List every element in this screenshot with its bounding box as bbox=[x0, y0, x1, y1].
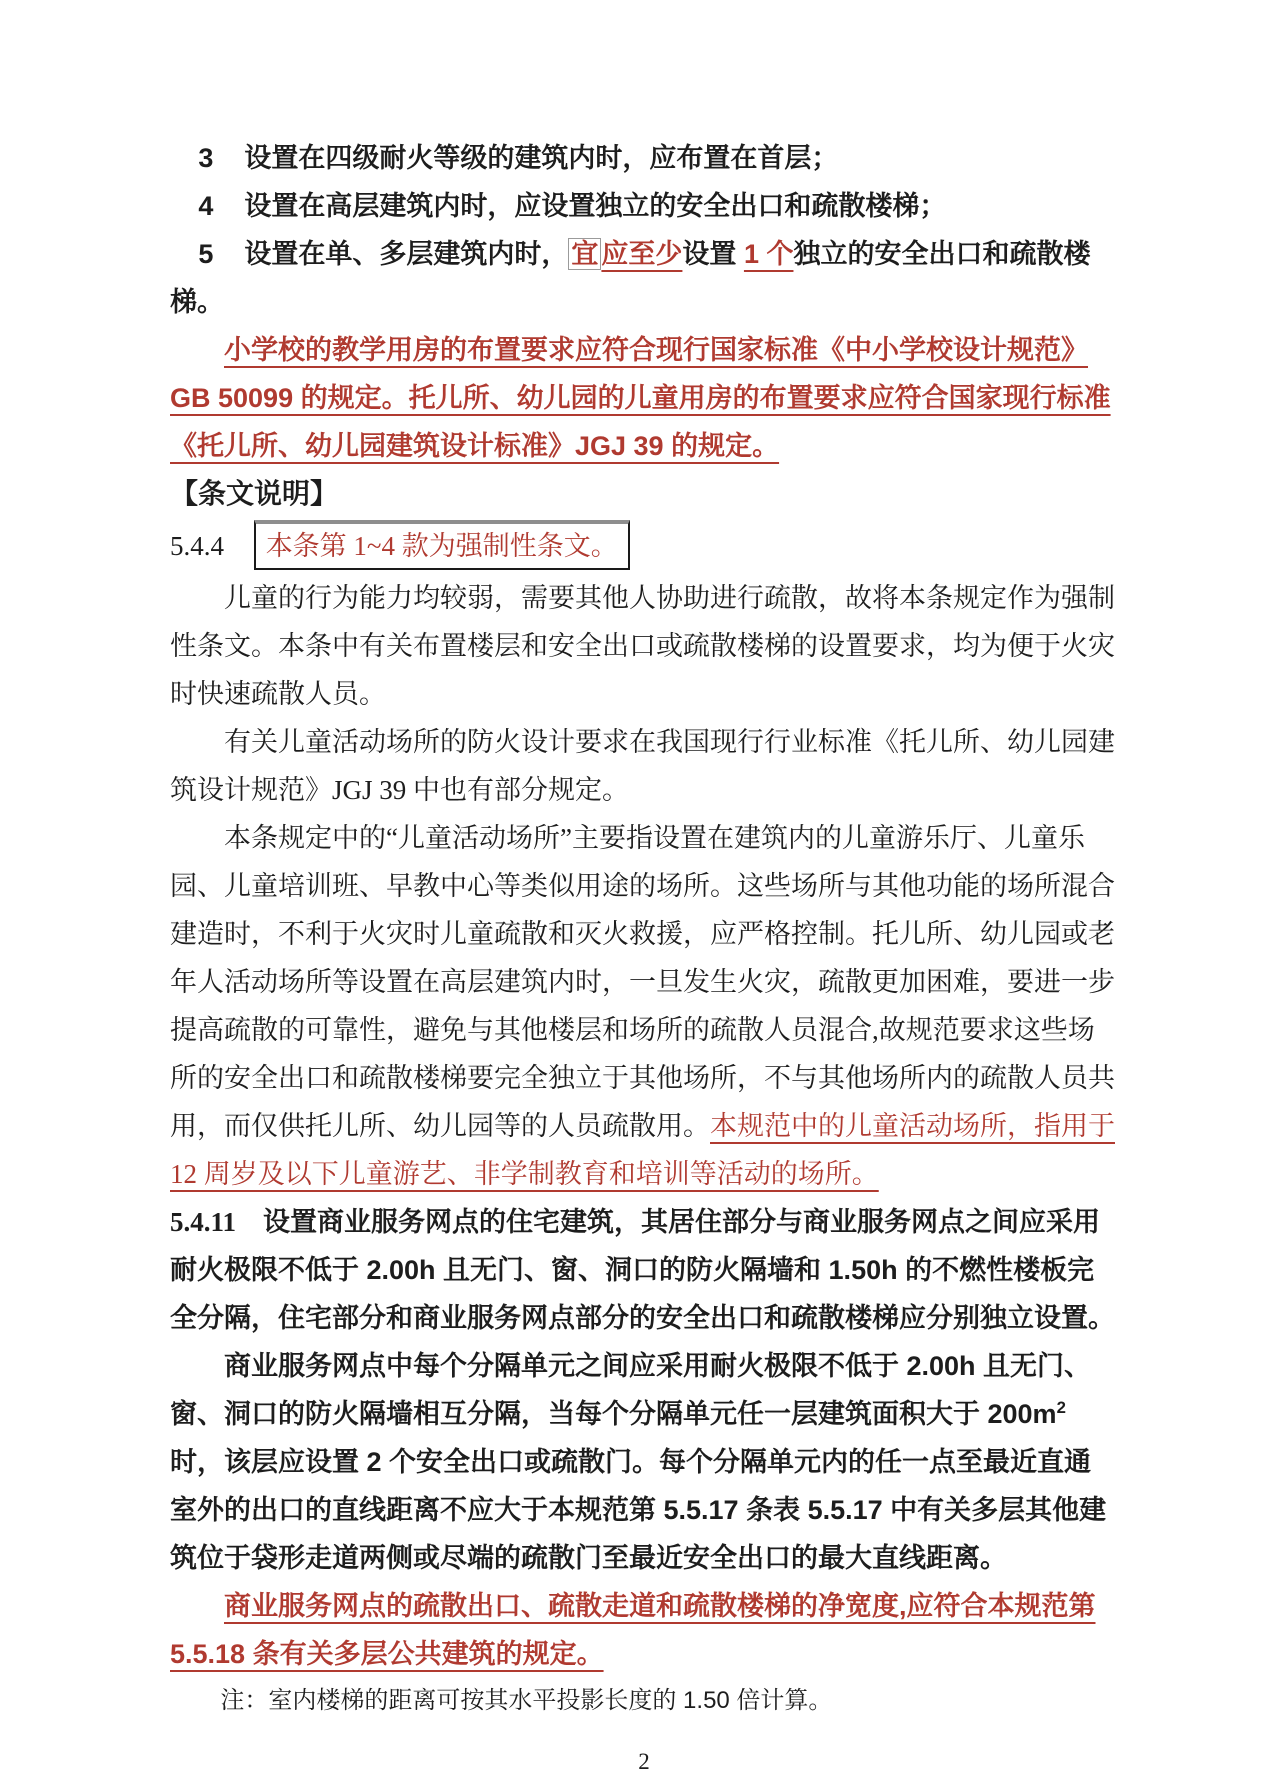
list-item-5 bbox=[170, 230, 1118, 326]
clause-number: 5.4.4 bbox=[170, 531, 224, 561]
note-line: 注：室内楼梯的距离可按其水平投影长度的 1.50 倍计算。 bbox=[220, 1687, 833, 1714]
item-number: 4 bbox=[198, 191, 214, 221]
section-heading-explanation: 【条文说明】 bbox=[170, 478, 339, 509]
clause-5-4-11-paragraph bbox=[170, 1342, 1118, 1582]
mandatory-provision-box: 本条第 1~4 款为强制性条文。 bbox=[254, 520, 630, 570]
explanation-paragraph bbox=[170, 814, 1118, 1198]
clause-text: 商业服务网点中每个分隔单元之间应采用耐火极限不低于 2.00h 且无门、窗、洞口的防火隔墙相互分隔，当每个分隔单元任一层建筑面积大于 200m bbox=[170, 1351, 1092, 1429]
clause-5-4-11 bbox=[170, 1198, 1118, 1342]
inserted-text: 1 个 bbox=[743, 239, 794, 269]
item-text: 设置在四级耐火等级的建筑内时，应布置在首层； bbox=[244, 143, 839, 173]
clause-text: 设置商业服务网点的住宅建筑，其居住部分与商业服务网点之间应采用耐火极限不低于 2.00h 且无门、窗、洞口的防火隔墙和 1.50h 的不燃性楼板完全分隔，住宅部分和商业服务网点部分的安全出口和疏散楼梯应分别独立设置。 bbox=[170, 1207, 1115, 1333]
item-text: 设置 bbox=[682, 239, 744, 269]
amendment-paragraph: 小学校的教学用房的布置要求应符合现行国家标准《中小学校设计规范》GB 50099 的规定。托儿所、幼儿园的儿童用房的布置要求应符合国家现行标准《托儿所、幼儿园建筑设计标准》JGJ 39 的规定。 bbox=[170, 335, 1111, 461]
explanation-text: 本条规定中的“儿童活动场所”主要指设置在建筑内的儿童游乐厅、儿童乐园、儿童培训班、早教中心等类似用途的场所。这些场所与其他功能的场所混合建造时，不利于火灾时儿童疏散和灭火救援，应严格控制。托儿所、幼儿园或老年人活动场所等设置在高层建筑内时，一旦发生火灾，疏散更加困难，要进一步提高疏散的可靠性，避免与其他楼层和场所的疏散人员混合,故规范要求这些场所的安全出口和疏散楼梯要完全独立于其他场所，不与其他场所内的疏散人员共用，而仅供托儿所、幼儿园等的人员疏散用。 bbox=[170, 823, 1115, 1141]
item-number: 3 bbox=[198, 143, 214, 173]
explanation-paragraph: 有关儿童活动场所的防火设计要求在我国现行行业标准《托儿所、幼儿园建筑设计规范》JGJ 39 中也有部分规定。 bbox=[170, 727, 1115, 805]
explanation-paragraph: 儿童的行为能力均较弱，需要其他人协助进行疏散，故将本条规定作为强制性条文。本条中有关布置楼层和安全出口或疏散楼梯的设置要求，均为便于火灾时快速疏散人员。 bbox=[170, 583, 1115, 709]
item-number: 5 bbox=[198, 239, 214, 269]
clause-number: 5.4.11 bbox=[170, 1207, 237, 1237]
red-amendment-paragraph: 商业服务网点的疏散出口、疏散走道和疏散楼梯的净宽度,应符合本规范第 5.5.18 条有关多层公共建筑的规定。 bbox=[170, 1591, 1096, 1669]
superscript: 2 bbox=[1056, 1398, 1066, 1417]
list-item-4 bbox=[170, 182, 1118, 230]
inserted-text: 应至少 bbox=[601, 239, 683, 269]
deleted-text-box: 宜 bbox=[568, 238, 601, 270]
list-item-3 bbox=[170, 134, 1118, 182]
clause-text: 时，该层应设置 2 个安全出口或疏散门。每个分隔单元内的任一点至最近直通室外的出口的直线距离不应大于本规范第 5.5.17 条表 5.5.17 中有关多层其他建筑位于袋形走道两侧或尽端的疏散门至最近安全出口的最大直线距离。 bbox=[170, 1447, 1107, 1573]
page-number: 2 bbox=[638, 1749, 650, 1774]
clause-5-4-4-line bbox=[170, 518, 1118, 574]
item-text: 设置在单、多层建筑内时， bbox=[244, 239, 569, 269]
item-text: 设置在高层建筑内时，应设置独立的安全出口和疏散楼梯； bbox=[244, 191, 947, 221]
red-amendment-text: 本规范中的儿童活动场所，指用于 12 周岁及以下儿童游艺、非学制教育和培训等活动的场所。 bbox=[170, 1111, 1115, 1189]
item-text: 独立的安全出口和疏散楼梯。 bbox=[170, 239, 1091, 317]
